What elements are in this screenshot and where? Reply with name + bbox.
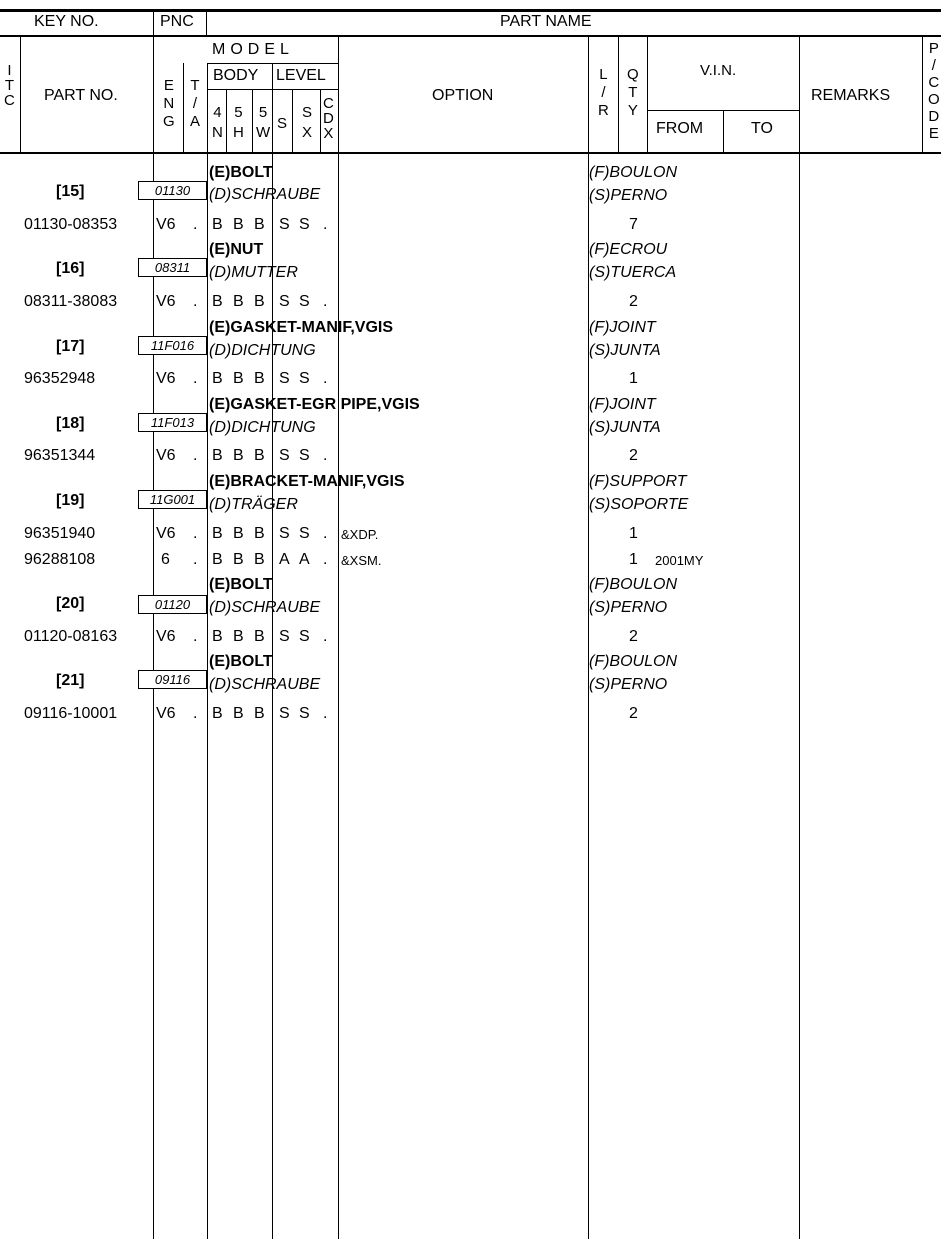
body-5w: B xyxy=(254,293,265,310)
name-german: (D)DICHTUNG xyxy=(209,419,316,436)
name-german: (D)TRÄGER xyxy=(209,496,298,513)
name-french: (F)SUPPORT xyxy=(589,473,687,490)
header-part-no: PART NO. xyxy=(44,87,118,104)
vline-eng xyxy=(183,63,184,153)
header-part-name: PART NAME xyxy=(500,13,592,30)
ta: . xyxy=(193,216,198,233)
header-to: TO xyxy=(751,120,773,137)
eng: V6 xyxy=(156,216,176,233)
vline-l2 xyxy=(320,89,321,153)
ta: . xyxy=(193,293,198,310)
name-spanish: (S)JUNTA xyxy=(589,419,661,436)
name-french: (F)BOULON xyxy=(589,164,677,181)
body-4n: B xyxy=(212,370,223,387)
name-german: (D)SCHRAUBE xyxy=(209,676,321,693)
level-sx: S xyxy=(299,525,310,542)
header-qty: Q T Y xyxy=(627,66,639,119)
qty: 2 xyxy=(629,705,638,722)
level-s: S xyxy=(279,705,290,722)
name-french: (F)BOULON xyxy=(589,653,677,670)
part-no: 08311-38083 xyxy=(24,293,118,310)
key-no: [16] xyxy=(56,260,85,277)
level-sx: S xyxy=(299,370,310,387)
level-cdx: . xyxy=(323,216,328,233)
body-vline-ta xyxy=(207,153,208,1239)
header-ta: T / A xyxy=(190,77,201,130)
eng: V6 xyxy=(156,628,176,645)
name-english: (E)BOLT xyxy=(209,164,273,181)
level-cdx: . xyxy=(323,447,328,464)
body-5h: B xyxy=(233,293,244,310)
header-model: MODEL xyxy=(212,41,294,58)
header-body-5h: 5 H xyxy=(233,104,244,141)
header-from: FROM xyxy=(656,120,704,137)
body-4n: B xyxy=(212,551,223,568)
ta: . xyxy=(193,525,198,542)
body-4n: B xyxy=(212,447,223,464)
body-5w: B xyxy=(254,551,265,568)
vline-key xyxy=(153,9,154,37)
model-divider xyxy=(207,63,339,64)
name-french: (F)ECROU xyxy=(589,241,668,258)
option: &XSM. xyxy=(341,553,382,568)
name-spanish: (S)JUNTA xyxy=(589,342,661,359)
level-cdx: . xyxy=(323,525,328,542)
body-5h: B xyxy=(233,447,244,464)
level-cdx: . xyxy=(323,293,328,310)
body-5w: B xyxy=(254,525,265,542)
level-sx: S xyxy=(299,628,310,645)
qty: 2 xyxy=(629,447,638,464)
ta: . xyxy=(193,447,198,464)
name-english: (E)BOLT xyxy=(209,653,273,670)
vline-ta xyxy=(207,63,208,153)
name-spanish: (S)SOPORTE xyxy=(589,496,689,513)
header-body: BODY xyxy=(213,67,259,84)
name-french: (F)BOULON xyxy=(589,576,677,593)
key-no: [18] xyxy=(56,415,85,432)
body-4n: B xyxy=(212,705,223,722)
level-sx: S xyxy=(299,293,310,310)
key-no: [20] xyxy=(56,595,85,612)
body-vline-remarks xyxy=(799,153,800,1239)
top-border xyxy=(0,9,941,12)
key-no: [19] xyxy=(56,492,85,509)
header-option: OPTION xyxy=(432,87,494,104)
body-4n: B xyxy=(212,293,223,310)
header-body-5w: 5 W xyxy=(256,104,271,141)
name-english: (E)NUT xyxy=(209,241,264,258)
level-s: S xyxy=(279,525,290,542)
vline-qty xyxy=(618,37,619,153)
level-s: S xyxy=(279,370,290,387)
qty: 1 xyxy=(629,370,638,387)
qty: 1 xyxy=(629,551,638,568)
vline-from xyxy=(723,110,724,153)
name-german: (D)MUTTER xyxy=(209,264,298,281)
body-vline-lr xyxy=(588,153,589,1239)
qty: 2 xyxy=(629,628,638,645)
pnc-box: 01120 xyxy=(138,595,207,614)
body-5w: B xyxy=(254,447,265,464)
vline-remarks xyxy=(922,37,923,153)
eng: V6 xyxy=(156,705,176,722)
header-level-s: S xyxy=(277,115,288,132)
level-s: S xyxy=(279,293,290,310)
ta: . xyxy=(193,551,198,568)
header-pcode: P / C O D E xyxy=(928,40,940,142)
name-german: (D)DICHTUNG xyxy=(209,342,316,359)
body-5h: B xyxy=(233,705,244,722)
body-5w: B xyxy=(254,216,265,233)
name-english: (E)BRACKET-MANIF,VGIS xyxy=(209,473,405,490)
header-level: LEVEL xyxy=(276,67,326,84)
header-pnc: PNC xyxy=(160,13,194,30)
header-itc: I T C xyxy=(4,62,15,109)
vline-pnc xyxy=(206,9,207,37)
key-no: [17] xyxy=(56,338,85,355)
body-vline-eng xyxy=(153,153,154,1239)
level-sx: S xyxy=(299,705,310,722)
ta: . xyxy=(193,705,198,722)
body-5w: B xyxy=(254,705,265,722)
name-german: (D)SCHRAUBE xyxy=(209,599,321,616)
name-spanish: (S)PERNO xyxy=(589,187,668,204)
ta: . xyxy=(193,628,198,645)
vline-vin-left xyxy=(647,37,648,153)
header-level-sx: S X xyxy=(302,104,313,141)
level-cdx: . xyxy=(323,370,328,387)
vline-model-right xyxy=(338,37,339,153)
name-english: (E)GASKET-MANIF,VGIS xyxy=(209,319,394,336)
body-vline-level xyxy=(338,153,339,1239)
header-eng: E N G xyxy=(163,77,175,130)
vline-l1 xyxy=(292,89,293,153)
pnc-box: 11G001 xyxy=(138,490,207,509)
eng: 6 xyxy=(161,551,170,568)
vline-body xyxy=(272,63,273,153)
qty: 2 xyxy=(629,293,638,310)
level-sx: S xyxy=(299,447,310,464)
eng: V6 xyxy=(156,447,176,464)
vline-model-left xyxy=(153,37,154,153)
option: &XDP. xyxy=(341,527,379,542)
body-4n: B xyxy=(212,628,223,645)
level-s: S xyxy=(279,216,290,233)
part-no: 96351940 xyxy=(24,525,96,542)
name-french: (F)JOINT xyxy=(589,396,656,413)
eng: V6 xyxy=(156,370,176,387)
header-lr: L / R xyxy=(598,66,609,119)
header-level-cdx: C D X xyxy=(323,95,334,142)
body-5w: B xyxy=(254,370,265,387)
part-no: 01130-08353 xyxy=(24,216,118,233)
vline-vin-right xyxy=(799,37,800,153)
level-s: S xyxy=(279,447,290,464)
body-5h: B xyxy=(233,216,244,233)
body-4n: B xyxy=(212,525,223,542)
name-english: (E)BOLT xyxy=(209,576,273,593)
level-s: A xyxy=(279,551,290,568)
level-sx: S xyxy=(299,216,310,233)
key-no: [15] xyxy=(56,183,85,200)
name-spanish: (S)TUERCA xyxy=(589,264,677,281)
ta: . xyxy=(193,370,198,387)
level-sx: A xyxy=(299,551,310,568)
key-no: [21] xyxy=(56,672,85,689)
pnc-box: 11F013 xyxy=(138,413,207,432)
body-5h: B xyxy=(233,370,244,387)
vline-b2 xyxy=(252,89,253,153)
pnc-box: 11F016 xyxy=(138,336,207,355)
header-vin: V.I.N. xyxy=(700,62,737,79)
level-cdx: . xyxy=(323,705,328,722)
header-remarks: REMARKS xyxy=(811,87,891,104)
vline-b1 xyxy=(226,89,227,153)
name-english: (E)GASKET-EGR PIPE,VGIS xyxy=(209,396,420,413)
name-german: (D)SCHRAUBE xyxy=(209,186,321,203)
header-key-no: KEY NO. xyxy=(34,13,99,30)
qty: 1 xyxy=(629,525,638,542)
name-spanish: (S)PERNO xyxy=(589,599,668,616)
part-no: 01120-08163 xyxy=(24,628,118,645)
body-5w: B xyxy=(254,628,265,645)
body-4n: B xyxy=(212,216,223,233)
part-no: 96288108 xyxy=(24,551,96,568)
level-cdx: . xyxy=(323,628,328,645)
vline-lr xyxy=(588,37,589,153)
level-s: S xyxy=(279,628,290,645)
level-cdx: . xyxy=(323,551,328,568)
eng: V6 xyxy=(156,525,176,542)
pnc-box: 09116 xyxy=(138,670,207,689)
part-no: 96352948 xyxy=(24,370,96,387)
qty: 7 xyxy=(629,216,638,233)
part-no: 09116-10001 xyxy=(24,705,118,722)
part-no: 96351344 xyxy=(24,447,96,464)
name-french: (F)JOINT xyxy=(589,319,656,336)
vline-itc xyxy=(20,37,21,153)
body-5h: B xyxy=(233,525,244,542)
pnc-box: 01130 xyxy=(138,181,207,200)
header-body-4n: 4 N xyxy=(212,104,223,141)
body-5h: B xyxy=(233,551,244,568)
eng: V6 xyxy=(156,293,176,310)
pnc-box: 08311 xyxy=(138,258,207,277)
name-spanish: (S)PERNO xyxy=(589,676,668,693)
body-5h: B xyxy=(233,628,244,645)
body-vline-body xyxy=(272,153,273,1239)
remarks: 2001MY xyxy=(655,553,704,568)
